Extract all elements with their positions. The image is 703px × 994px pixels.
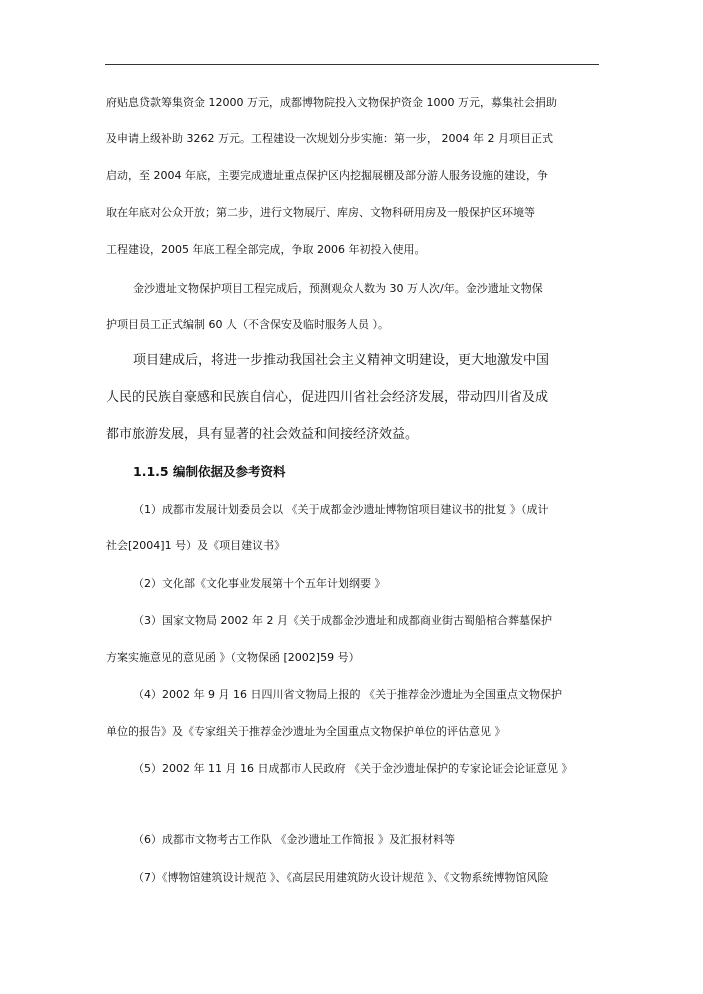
text-line: 都市旅游发展，具有显著的社会效益和间接经济效益。 <box>106 427 419 442</box>
text-line: 金沙遗址文物保护项目工程完成后，预测观众人数为 30 万人次/年。金沙遗址文物保 <box>133 282 543 295</box>
section-heading: 1.1.5 编制依据及参考资料 <box>133 464 286 479</box>
header-rule <box>105 64 599 65</box>
text-line: 护项目员工正式编制 60 人（不含保安及临时服务人员 ）。 <box>106 318 389 331</box>
text-line: 启动，至 2004 年底，主要完成遗址重点保护区内挖掘展棚及部分游人服务设施的建设，争 <box>106 169 548 182</box>
reference-item: （6）成都市文物考古工作队 《金沙遗址工作简报 》及汇报材料等 <box>133 833 455 846</box>
reference-item: 社会[2004]1 号）及《项目建议书》 <box>106 539 286 552</box>
reference-item: （4）2002 年 9 月 16 日四川省文物局上报的 《关于推荐金沙遗址为全国重点文物保护 <box>133 688 562 701</box>
text-line: 取在年底对公众开放；第二步，进行文物展厅、库房、文物科研用房及一般保护区环境等 <box>106 206 535 219</box>
text-line: 及申请上级补助 3262 万元。工程建设一次规划分步实施：第一步， 2004 年 2 月项目正式 <box>106 132 553 145</box>
text-line: 项目建成后，将进一步推动我国社会主义精神文明建设，更大地激发中国 <box>133 353 550 368</box>
reference-item: （2）文化部《文化事业发展第十个五年计划纲要 》 <box>133 577 386 590</box>
reference-item: （7）《博物馆建筑设计规范 》、《高层民用建筑防火设计规范 》、《文物系统博物馆风险 <box>133 871 549 884</box>
text-line: 府贴息贷款筹集资金 12000 万元，成都博物院投入文物保护资金 1000 万元，募集社会捐助 <box>106 96 557 109</box>
reference-item: 单位的报告》及《专家组关于推荐金沙遗址为全国重点文物保护单位的评估意见 》 <box>106 725 506 738</box>
reference-item: 方案实施意见的意见函 》（文物保函 [2002]59 号） <box>106 651 360 664</box>
text-line: 人民的民族自豪感和民族自信心，促进四川省社会经济发展，带动四川省及成 <box>106 390 549 405</box>
text-line: 工程建设，2005 年底工程全部完成，争取 2006 年初投入使用。 <box>106 243 426 256</box>
reference-item: （3）国家文物局 2002 年 2 月《关于成都金沙遗址和成都商业街古蜀船棺合葬墓保护 <box>133 614 552 627</box>
reference-item: （1）成都市发展计划委员会以 《关于成都金沙遗址博物馆项目建议书的批复 》（成计 <box>133 503 549 516</box>
reference-item: （5）2002 年 11 月 16 日成都市人民政府 《关于金沙遗址保护的专家论证会论证意见 》 <box>133 762 573 775</box>
